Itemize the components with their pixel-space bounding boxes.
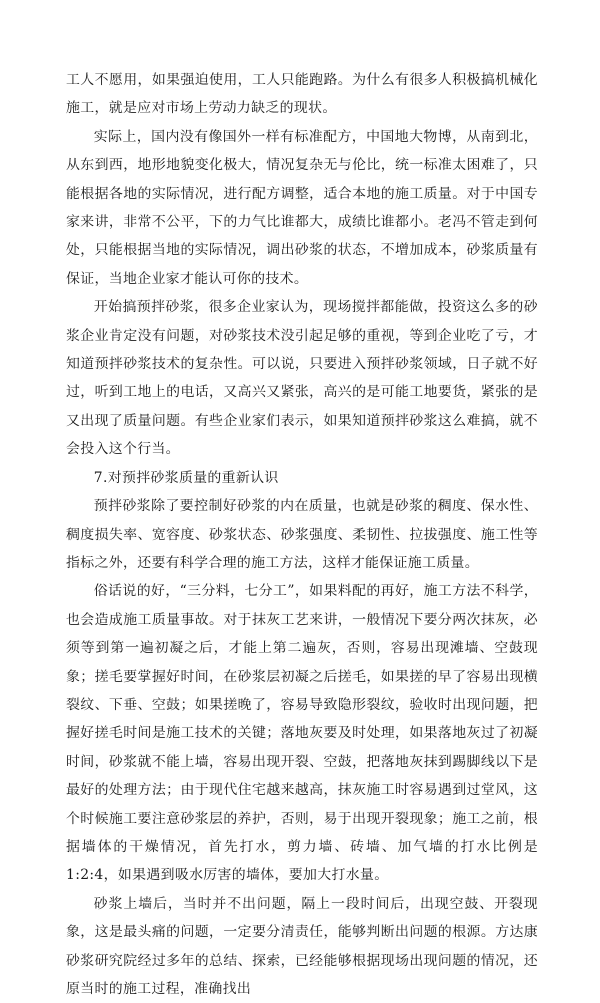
paragraph-construction-method: 俗话说的好，“三分料，七分工”，如果料配的再好，施工方法不科学，也会造成施工质量事故。对于抹灰工艺来讲，一般情况下要分两次抹灰，必须等到第一遍初凝之后，才能上第二遍灰，否则，容易出现滩墙、空鼓现象；搓毛要掌握好时间，在砂浆层初凝之后搓毛，如果搓的早了容易出现横裂纹、下垂、空鼓；如果搓晚了，容易导致隐形裂纹，验收时出现问题，把握好搓毛时间是施工技术的关键；落地灰要及时处理，如果落地灰过了初凝时间，砂浆就不能上墙，容易出现开裂、空鼓，把落地灰抹到踢脚线以下是最好的处理方法；由于现代住宅越来越高，抹灰施工时容易遇到过堂风，这个时候施工要注意砂浆层的养护，否则，易于出现开裂现象；施工之前，根据墙体的干燥情况，首先打水，剪力墙、砖墙、加气墙的打水比例是 1:2:4，如果遇到吸水厉害的墙体，要加大打水量。	[66, 583, 538, 884]
paragraph-standard-formula: 实际上，国内没有像国外一样有标准配方，中国地大物博，从南到北，从东到西，地形地貌变化极大，情况复杂无与伦比，统一标准太困难了，只能根据各地的实际情况，进行配方调整，适合本地的施工质量。对于中国专家来讲，非常不公平，下的力气比谁都大，成绩比谁都小。老冯不管走到何处，只能根据当地的实际情况，调出砂浆的状态，不增加成本，砂浆质量有保证，当地企业家才能认可你的技术。	[66, 128, 538, 287]
paragraph-premix-difficulty: 开始搞预拌砂浆，很多企业家认为，现场搅拌都能做，投资这么多的砂浆企业肯定没有问题，对砂浆技术没引起足够的重视，等到企业吃了亏，才知道预拌砂浆技术的复杂性。可以说，只要进入预拌砂浆领域，日子就不好过，听到工地上的电话，又高兴又紧张，高兴的是可能工地要货，紧张的是又出现了质量问题。有些企业家们表示，如果知道预拌砂浆这么难搞，就不会投入这个行当。	[66, 299, 538, 458]
paragraph-quality-control: 预拌砂浆除了要控制好砂浆的内在质量，也就是砂浆的稠度、保水性、稠度损失率、宽容度、砂浆状态、砂浆强度、柔韧性、拉拔强度、施工性等指标之外，还要有科学合理的施工方法，这样才能保证施工质量。	[66, 498, 538, 571]
paragraph-continued: 工人不愿用，如果强迫使用，工人只能跑路。为什么有很多人积极搞机械化施工，就是应对市场上劳动力缺乏的现状。	[66, 72, 538, 117]
section-heading: 7.对预拌砂浆质量的重新认识	[93, 469, 279, 486]
paragraph-problem-diagnosis: 砂浆上墙后，当时并不出问题，隔上一段时间后，出现空鼓、开裂现象，这是最头痛的问题，一定要分清责任，能够判断出问题的根源。方达康砂浆研究院经过多年的总结、探索，已经能够根据现场出现问题的情况，还原当时的施工过程，准确找出	[66, 895, 538, 997]
